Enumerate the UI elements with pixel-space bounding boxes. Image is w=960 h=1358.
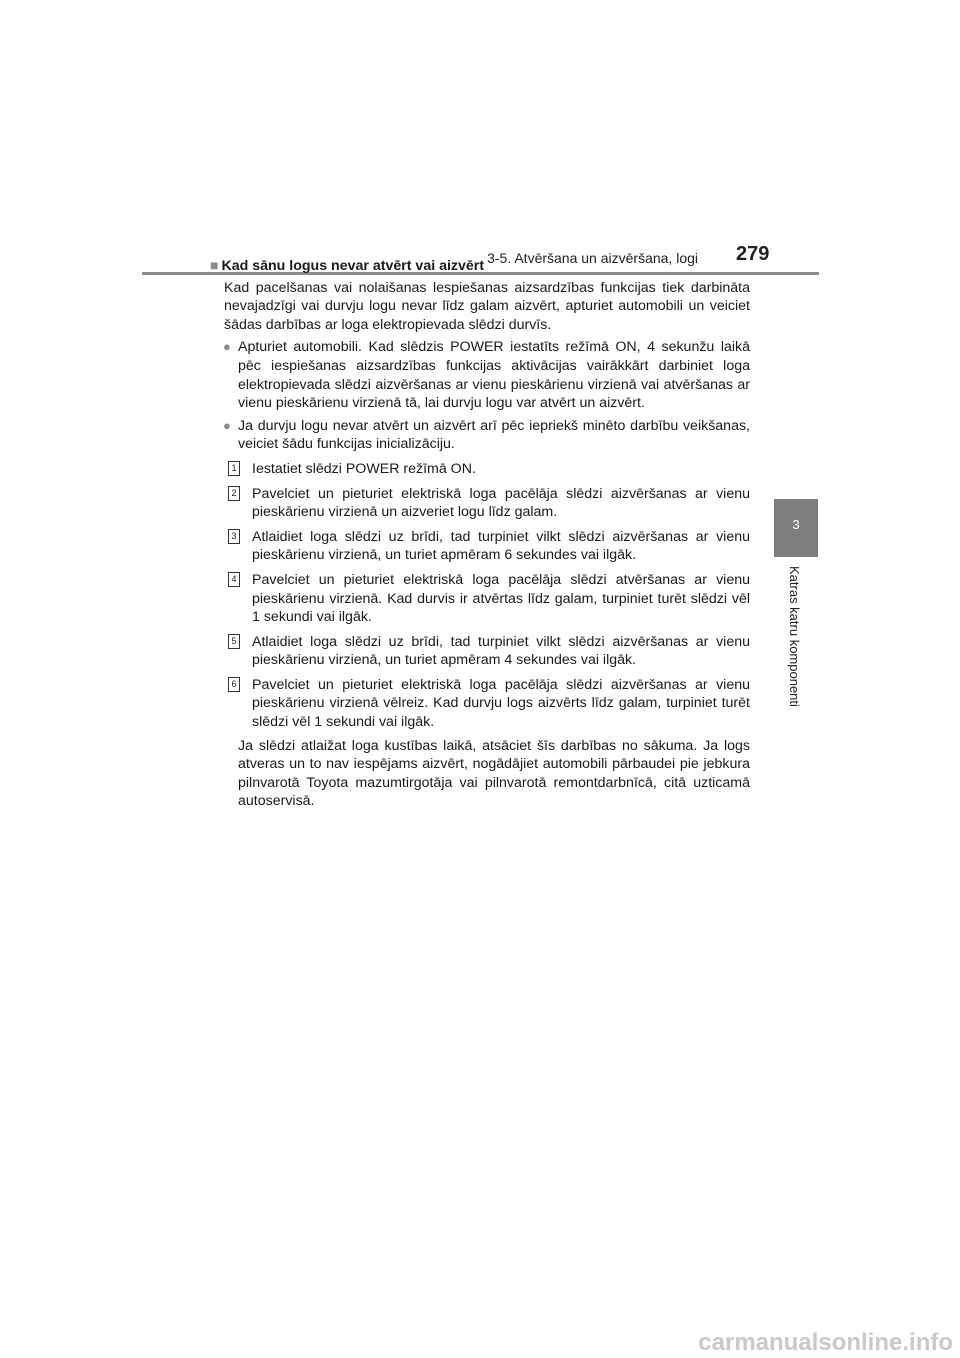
square-bullet-icon: ■: [210, 257, 219, 273]
step-item: [210, 676, 750, 732]
step-number: 2: [228, 486, 240, 501]
step-item: [210, 485, 750, 522]
step-text: Atlaidiet loga slēdzi uz brīdi, tad turpiniet vilkt slēdzi aizvēršanas ar vienu pieskārienu virzienā, un turiet apmēram 6 sekundes vai ilgāk.: [252, 528, 750, 564]
step-item: [210, 571, 750, 627]
step-number: 1: [228, 461, 240, 476]
circle-bullet-icon: ●: [223, 417, 231, 433]
step-number: 3: [228, 529, 240, 544]
section-heading: [210, 256, 750, 276]
list-item: [210, 338, 750, 412]
step-number: 4: [228, 572, 240, 587]
step-item: [210, 528, 750, 565]
chapter-number: 3: [792, 517, 800, 532]
chapter-title: Katras katru komponenti: [787, 566, 802, 707]
circle-bullet-icon: ●: [223, 339, 231, 355]
step-text: Pavelciet un pieturiet elektriskā loga pacēlāja slēdzi aizvēršanas ar vienu pieskārienu virzienā vēlreiz. Kad durvju logs aizvērts līdz galam, turpiniet turēt slēdzi vēl 1 sekundi vai ilgāk.: [252, 676, 750, 731]
step-text: Iestatiet slēdzi POWER režīmā ON.: [252, 460, 476, 477]
step-item: [210, 460, 750, 479]
step-text: Pavelciet un pieturiet elektriskā loga pacēlāja slēdzi atvēršanas ar vienu pieskārienu virzienā. Kad durvis ir atvērtas līdz galam, turpiniet turēt slēdzi vēl 1 sekundi vai ilgāk.: [252, 571, 750, 626]
step-text: Pavelciet un pieturiet elektriskā loga pacēlāja slēdzi aizvēršanas ar vienu pieskārienu virzienā un aizveriet logu līdz galam.: [252, 485, 750, 521]
closing-paragraph: Ja slēdzi atlaižat loga kustības laikā, atsāciet šīs darbības no sākuma. Ja logs atveras un to nav iespējams aizvērt, nogādājiet automobili pārbaudei pie jebkura pilnvarotā Toyota mazumtirgotāja vai pilnvarotā remontdarbnīcā, citā uzticamā autoservisā.: [238, 737, 750, 810]
heading-text: Kad sānu logus nevar atvērt vai aizvērt: [221, 258, 485, 274]
step-item: [210, 633, 750, 670]
bullet-text: Ja durvju logu nevar atvērt un aizvērt arī pēc iepriekš minēto darbību veikšanas, veiciet šādu funkcijas inicializāciju.: [238, 417, 750, 453]
page-number: 279: [736, 243, 770, 265]
page-content: [210, 256, 750, 811]
step-number: 6: [228, 677, 240, 692]
step-text: Atlaidiet loga slēdzi uz brīdi, tad turpiniet vilkt slēdzi aizvēršanas ar vienu pieskārienu virzienā, un turiet apmēram 4 sekundes vai ilgāk.: [252, 633, 750, 669]
intro-paragraph: Kad pacelšanas vai nolaišanas lespiešanas aizsardzības funkcijas tiek darbināta nevajadzīgi vai durvju logu nevar līdz galam aizvērt, apturiet automobili un veiciet šādas darbības ar loga elektropievada slēdzi durvīs.: [224, 279, 750, 333]
chapter-tab: [774, 499, 818, 557]
watermark: carmanualsonline.info: [698, 1329, 953, 1356]
list-item: [210, 417, 750, 454]
step-number: 5: [228, 634, 240, 649]
bullet-text: Apturiet automobili. Kad slēdzis POWER iestatīts režīmā ON, 4 sekunžu laikā pēc iespiešanas aizsardzības funkcijas aktivācijas vairākkārt darbiniet loga elektropievada slēdzi aizvēršanas ar vienu pieskārienu virzienā vai atvēršanas ar vienu pieskārienu virzienā tā, lai durvju logu var atvērt un aizvērt.: [238, 339, 750, 412]
section-title: 3-5. Atvēršana un aizvēršana, logi: [487, 250, 698, 266]
